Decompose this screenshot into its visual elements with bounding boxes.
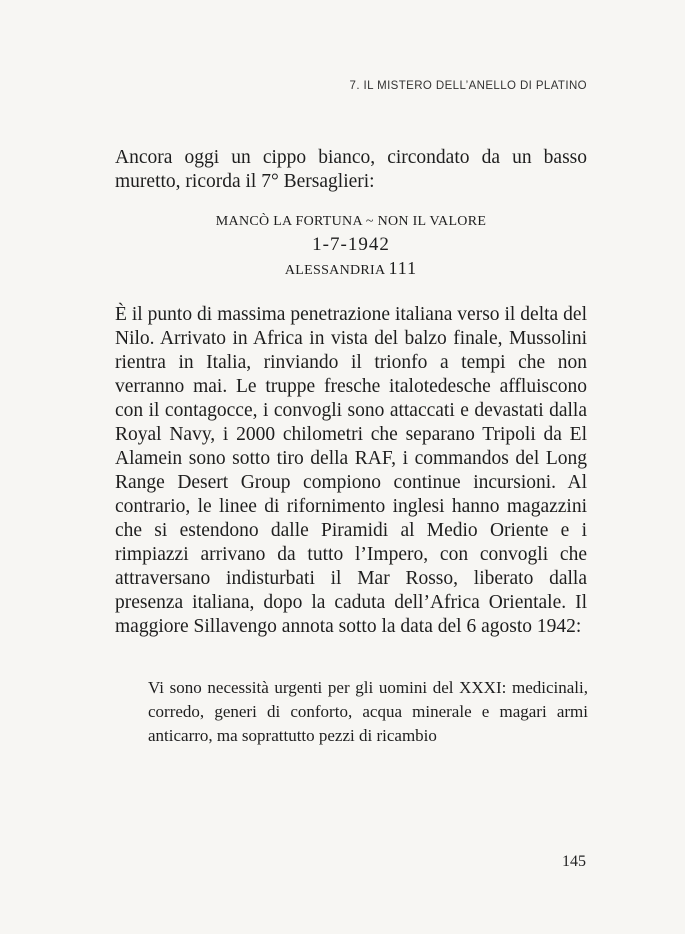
inscription-date: 1-7-1942 bbox=[312, 234, 390, 255]
inscription-location bbox=[115, 257, 587, 282]
intro-paragraph: Ancora oggi un cippo bianco, circondato da un basso muretto, ricorda il 7° Bersaglieri: bbox=[115, 147, 587, 192]
inscription-motto: MANCÒ LA FORTUNA ~ NON IL VALORE bbox=[215, 214, 487, 229]
block-quote: Vi sono necessità urgenti per gli uomini del XXXI: medicinali, corredo, generi di conforto, acqua minerale e magari armi anticarro, ma soprattutto pezzi di ricambio bbox=[148, 678, 588, 745]
inscription-location-number: 111 bbox=[388, 258, 418, 278]
memorial-inscription bbox=[115, 211, 587, 282]
page-number: 145 bbox=[562, 853, 586, 870]
main-paragraph: È il punto di massima penetrazione italiana verso il delta del Nilo. Arrivato in Africa in vista del balzo finale, Mussolini rientra in Italia, rinviando il trionfo a tempi che non verranno mai. Le truppe fresche italotedesche affluiscono con il contagocce, i convogli sono attaccati e devastati dalla Royal Navy, i 2000 chilometri che separano Tripoli da El Alamein sono sotto tiro della RAF, i commandos del Long Range Desert Group compiono continue incursioni. Al contrario, le linee di rifornimento inglesi hanno magazzini che si estendono dalle Piramidi al Medio Oriente e i rimpiazzi arrivano da tutto l’Impero, con convogli che attraversano indisturbati il Mar Rosso, liberato dalla presenza italiana, dopo la caduta dell’Africa Orientale. Il maggiore Sillavengo annota sotto la data del 6 agosto 1942: bbox=[115, 304, 587, 637]
running-header: 7. IL MISTERO DELL’ANELLO DI PLATINO bbox=[349, 80, 587, 92]
inscription-location-name: ALESSANDRIA bbox=[284, 263, 385, 278]
